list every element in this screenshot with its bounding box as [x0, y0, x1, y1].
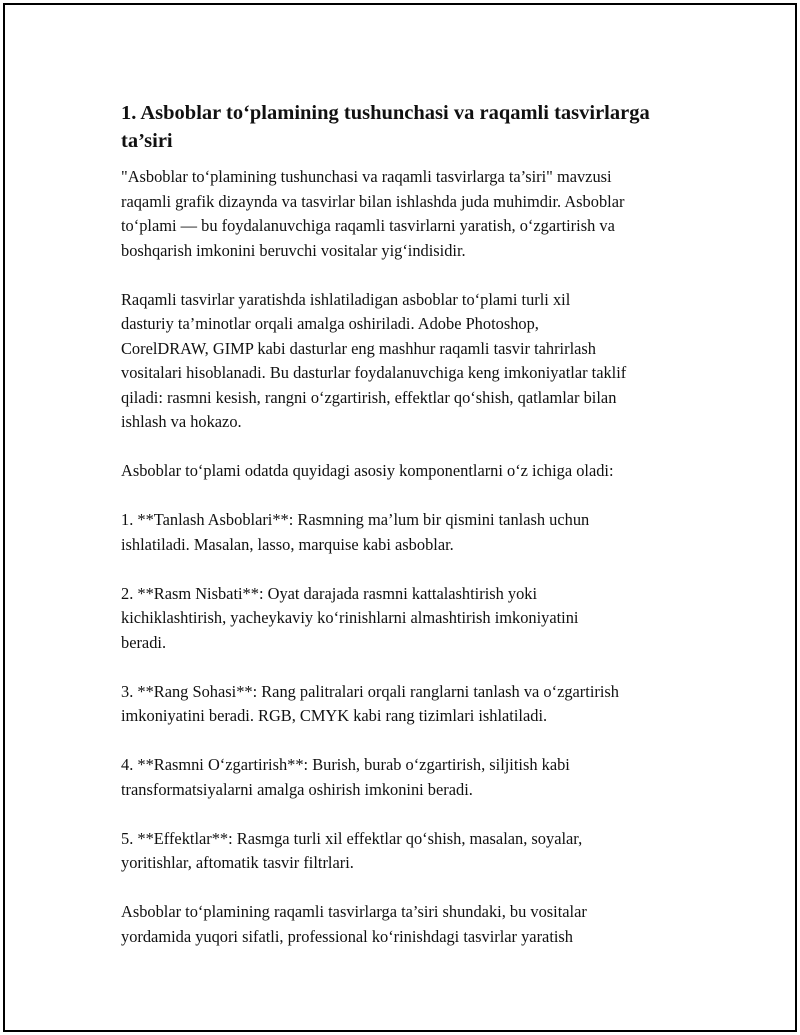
document-body [121, 99, 691, 949]
page-border [3, 3, 797, 1032]
list-item-transform: 4. **Rasmni O‘zgartirish**: Burish, burab o‘zgartirish, siljitish kabi transformatsiyalarni amalga oshirish imkonini beradi. [121, 755, 570, 799]
paragraph-conclusion: Asboblar to‘plamining raqamli tasvirlarga ta’siri shundaki, bu vositalar yordamida yuqori sifatli, professional ko‘rinishdagi tasvirlar yaratish [121, 902, 587, 946]
list-item-effects: 5. **Effektlar**: Rasmga turli xil effektlar qo‘shish, masalan, soyalar, yoritishlar, aftomatik tasvir filtrlari. [121, 828, 583, 872]
list-item-color-area: 3. **Rang Sohasi**: Rang palitralari orqali ranglarni tanlash va o‘zgartirish imkoniyatini beradi. RGB, CMYK kabi rang tizimlari ishlatiladi. [121, 681, 619, 725]
paragraph-intro: "Asboblar to‘plamining tushunchasi va raqamli tasvirlarga ta’siri" mavzusi raqamli grafik dizaynda va tasvirlar bilan ishlashda juda muhimdir. Asboblar to‘plami — bu foydalanuvchiga raqamli tasvirlarni yaratish, o‘zgartirish va boshqarish imkonini beruvchi vositalar yig‘indisidir. [121, 167, 625, 260]
list-item-image-ratio: 2. **Rasm Nisbati**: Oyat darajada rasmni kattalashtirish yoki kichiklashtirish, yacheykaviy ko‘rinishlarni almashtirish imkoniyatini beradi. [121, 583, 579, 652]
paragraph-software: Raqamli tasvirlar yaratishda ishlatiladigan asboblar to‘plami turli xil dasturiy ta’minotlar orqali amalga oshiriladi. Adobe Photoshop, CorelDRAW, GIMP kabi dasturlar eng mashhur raqamli tasvir tahrirlash vositalari hisoblanadi. Bu dasturlar foydalanuvchiga keng imkoniyatlar taklif qiladi: rasmni kesish, rangni o‘zgartirish, effektlar qo‘shish, qatlamlar bilan ishlash va hokazo. [121, 289, 627, 431]
paragraph-components-intro: Asboblar to‘plami odatda quyidagi asosiy komponentlarni o‘z ichiga oladi: [121, 461, 614, 480]
list-item-selection-tools: 1. **Tanlash Asboblari**: Rasmning ma’lum bir qismini tanlash uchun ishlatiladi. Masalan, lasso, marquise kabi asboblar. [121, 510, 590, 554]
document-heading: 1. Asboblar to‘plamining tushunchasi va raqamli tasvirlarga ta’siri [121, 102, 650, 152]
